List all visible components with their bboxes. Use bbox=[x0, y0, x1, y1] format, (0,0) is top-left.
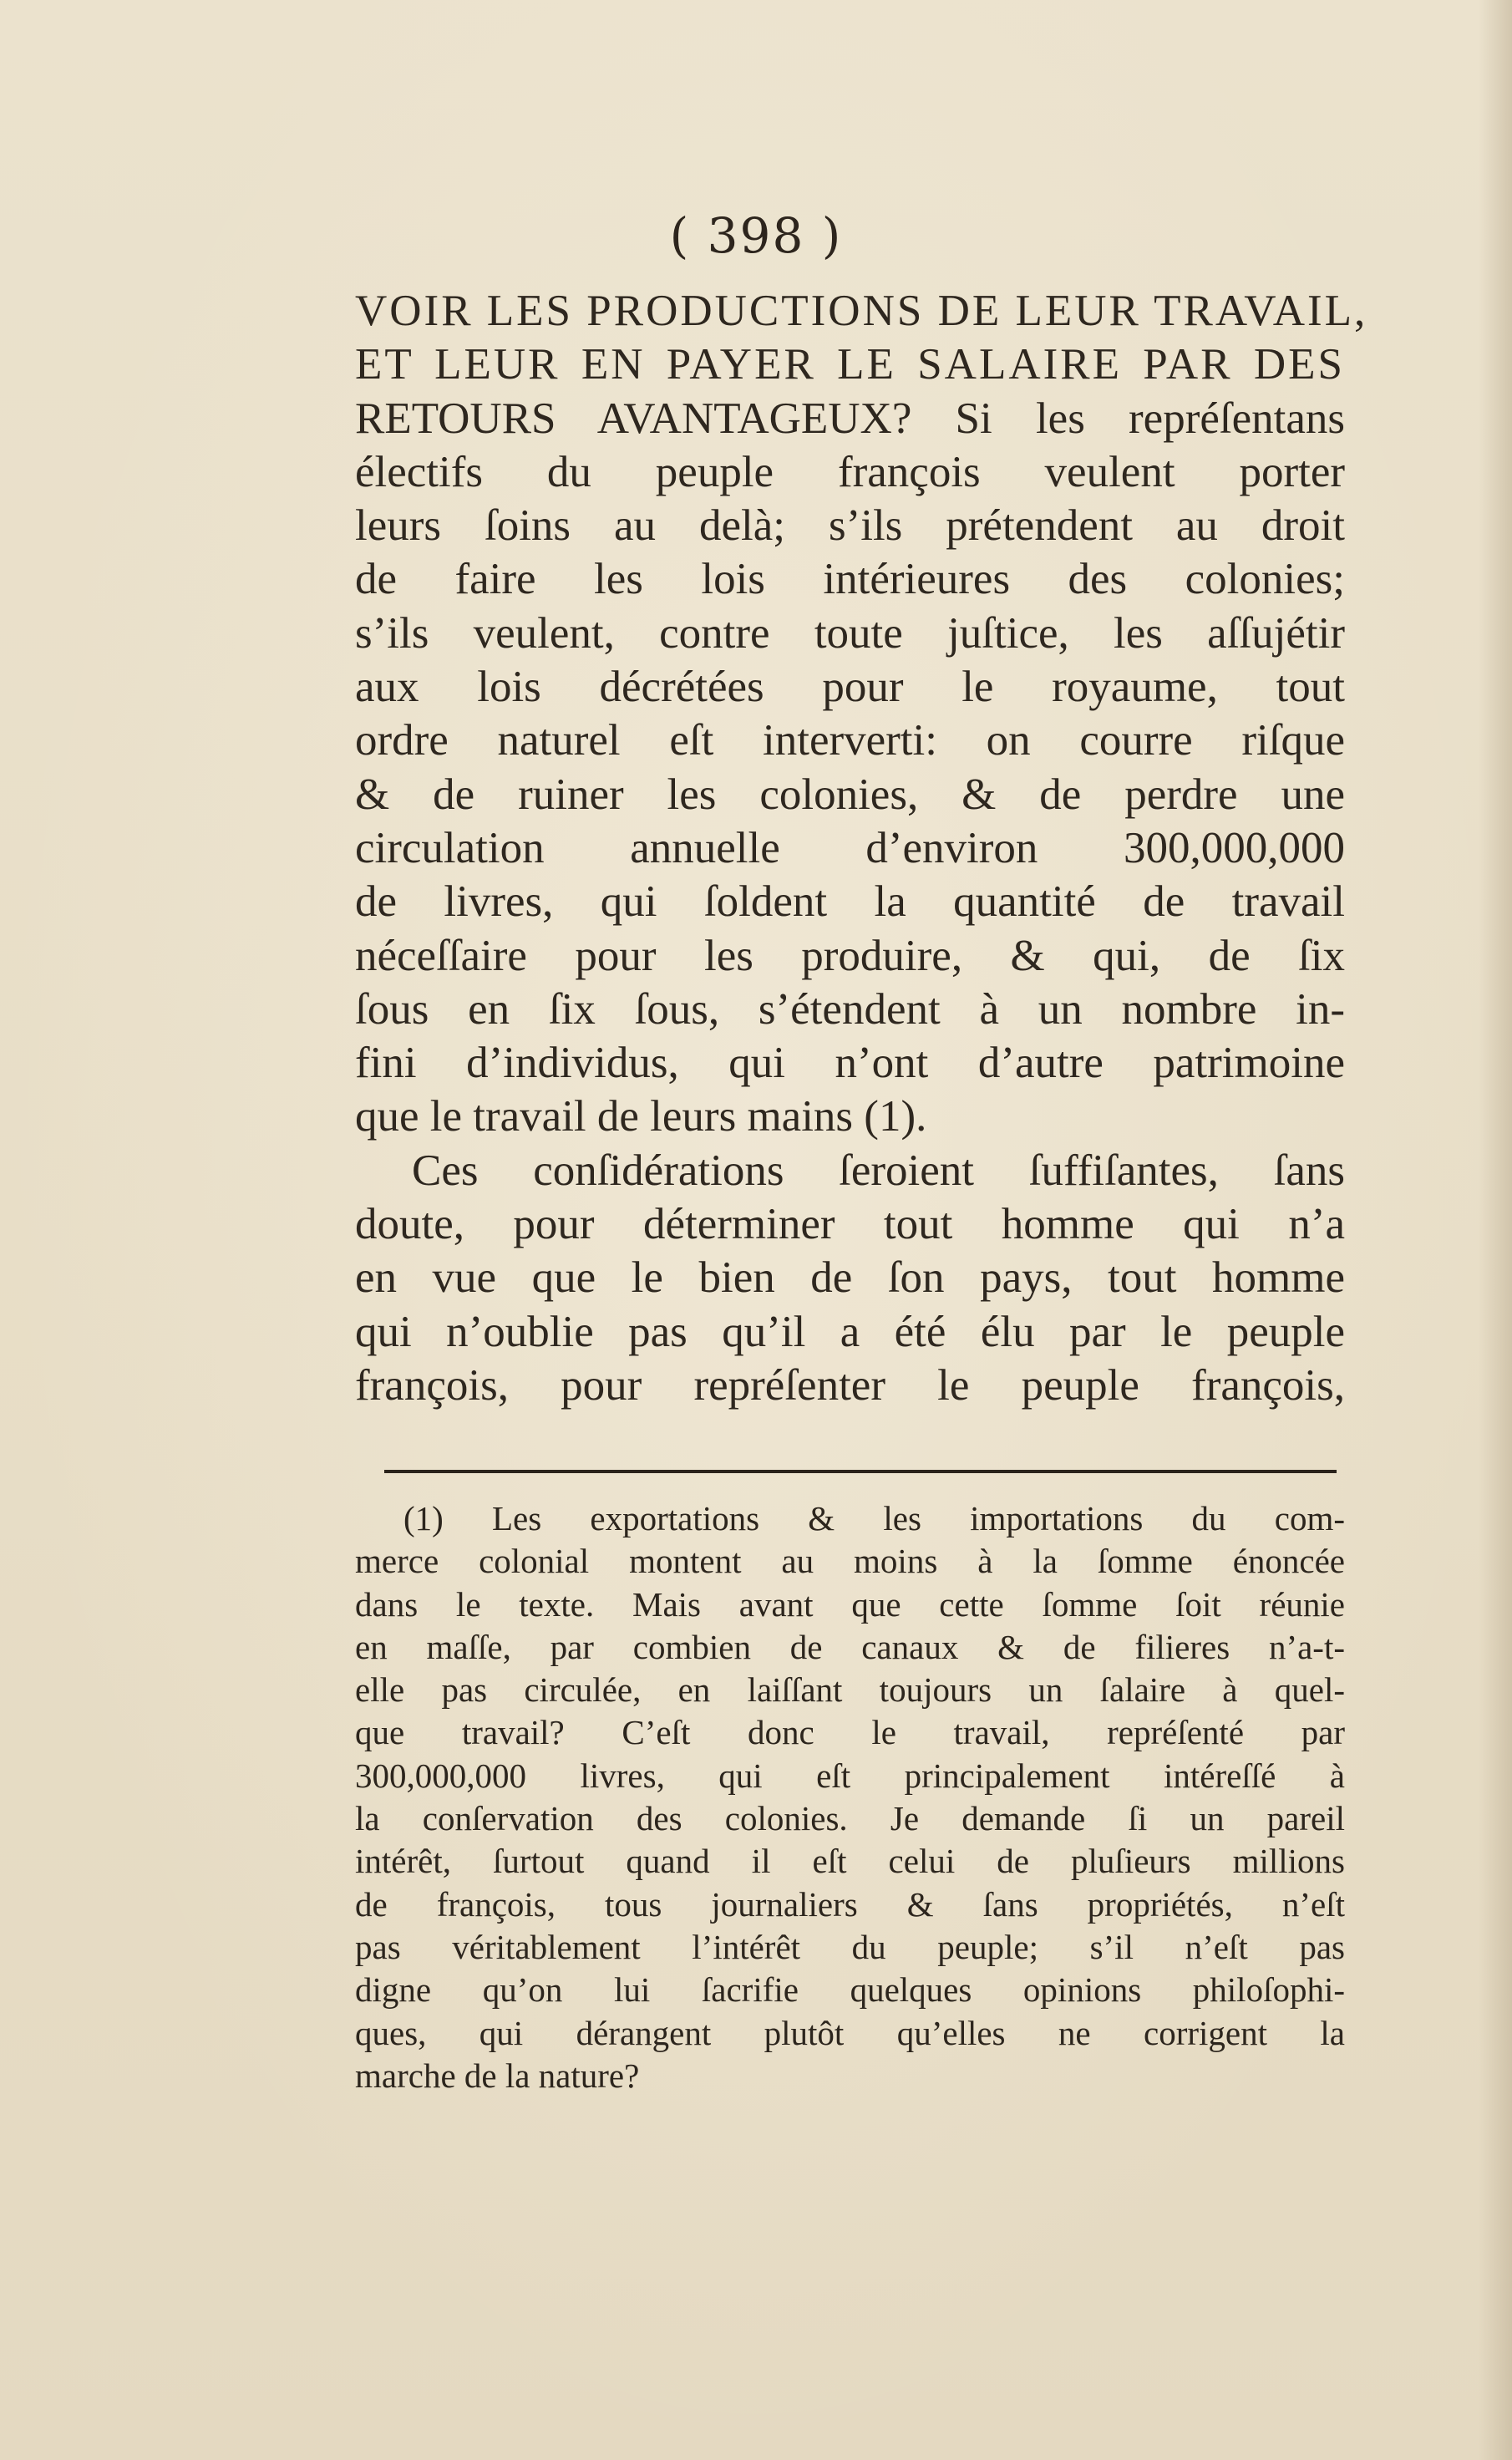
text-line: aux lois décrétées pour le royaume, tout bbox=[355, 663, 1345, 712]
text-line: s’ils veulent, contre toute juſtice, les aſſujétir bbox=[355, 608, 1345, 658]
text-line: Ces conſidérations ſeroient ſuffiſantes, ſans bbox=[412, 1146, 1345, 1195]
text-line: & de ruiner les colonies, & de perdre une bbox=[355, 770, 1345, 819]
page-edge-shadow bbox=[1479, 0, 1512, 2460]
text-line: ſous en ſix ſous, s’étendent à un nombre in- bbox=[355, 984, 1345, 1034]
text-line: françois, pour repréſenter le peuple françois, bbox=[355, 1360, 1345, 1410]
text-line: de faire les lois intérieures des colonies; bbox=[355, 555, 1345, 604]
page-number: ( 398 ) bbox=[669, 207, 843, 264]
footnote-line: en maſſe, par combien de canaux & de filieres n’a-t- bbox=[355, 1627, 1345, 1666]
footnote-line: pas véritablement l’intérêt du peuple; s’il n’eſt pas bbox=[355, 1927, 1345, 1966]
footnote-separator-rule bbox=[384, 1470, 1337, 1473]
text-line: de livres, qui ſoldent la quantité de travail bbox=[355, 877, 1345, 927]
main-text-block bbox=[355, 284, 1368, 1412]
footnote-line: (1) Les exportations & les importations du com- bbox=[403, 1499, 1345, 1538]
footnote-line: marche de la nature? bbox=[355, 2056, 640, 2095]
footnote-line: la conſervation des colonies. Je demande ſi un pareil bbox=[355, 1799, 1345, 1838]
footnote-line: que travail? C’eſt donc le travail, repréſenté par bbox=[355, 1713, 1345, 1752]
footnote-line: ques, qui dérangent plutôt qu’elles ne corrigent la bbox=[355, 2013, 1345, 2052]
text-line: doute, pour déterminer tout homme qui n’a bbox=[355, 1200, 1345, 1249]
footnote-line: elle pas circulée, en laiſſant toujours un ſalaire à quel- bbox=[355, 1670, 1345, 1710]
text-line: RETOURS AVANTAGEUX? Si les repréſentans bbox=[355, 394, 1345, 443]
footnote-line: intérêt, ſurtout quand il eſt celui de pluſieurs millions bbox=[355, 1842, 1345, 1881]
text-line: en vue que le bien de ſon pays, tout homme bbox=[355, 1253, 1345, 1303]
footnote-line: merce colonial montent au moins à la ſomme énoncée bbox=[355, 1542, 1345, 1581]
text-line: qui n’oublie pas qu’il a été élu par le peuple bbox=[355, 1307, 1345, 1356]
text-line: VOIR LES PRODUCTIONS DE LEUR TRAVAIL, bbox=[355, 287, 1368, 335]
text-line: fini d’individus, qui n’ont d’autre patrimoine bbox=[355, 1039, 1345, 1088]
footnote-block bbox=[355, 1497, 1345, 2097]
text-line: néceſſaire pour les produire, & qui, de ſix bbox=[355, 931, 1345, 980]
text-line: circulation annuelle d’environ 300,000,000 bbox=[355, 823, 1345, 872]
footnote-line: 300,000,000 livres, qui eſt principalement intéreſſé à bbox=[355, 1756, 1345, 1795]
footnote-line: de françois, tous journaliers & ſans propriétés, n’eſt bbox=[355, 1884, 1345, 1924]
footnote-line: digne qu’on lui ſacrifie quelques opinions philoſophi- bbox=[355, 1970, 1345, 2010]
text-line: électifs du peuple françois veulent porter bbox=[355, 447, 1345, 496]
text-line: ordre naturel eſt interverti: on courre riſque bbox=[355, 716, 1345, 765]
footnote-line: dans le texte. Mais avant que cette ſomme ſoit réunie bbox=[355, 1584, 1345, 1624]
text-line: leurs ſoins au delà; s’ils prétendent au droit bbox=[355, 501, 1345, 551]
text-line: ET LEUR EN PAYER LE SALAIRE PAR DES bbox=[355, 340, 1345, 389]
text-line: que le travail de leurs mains (1). bbox=[355, 1092, 927, 1141]
